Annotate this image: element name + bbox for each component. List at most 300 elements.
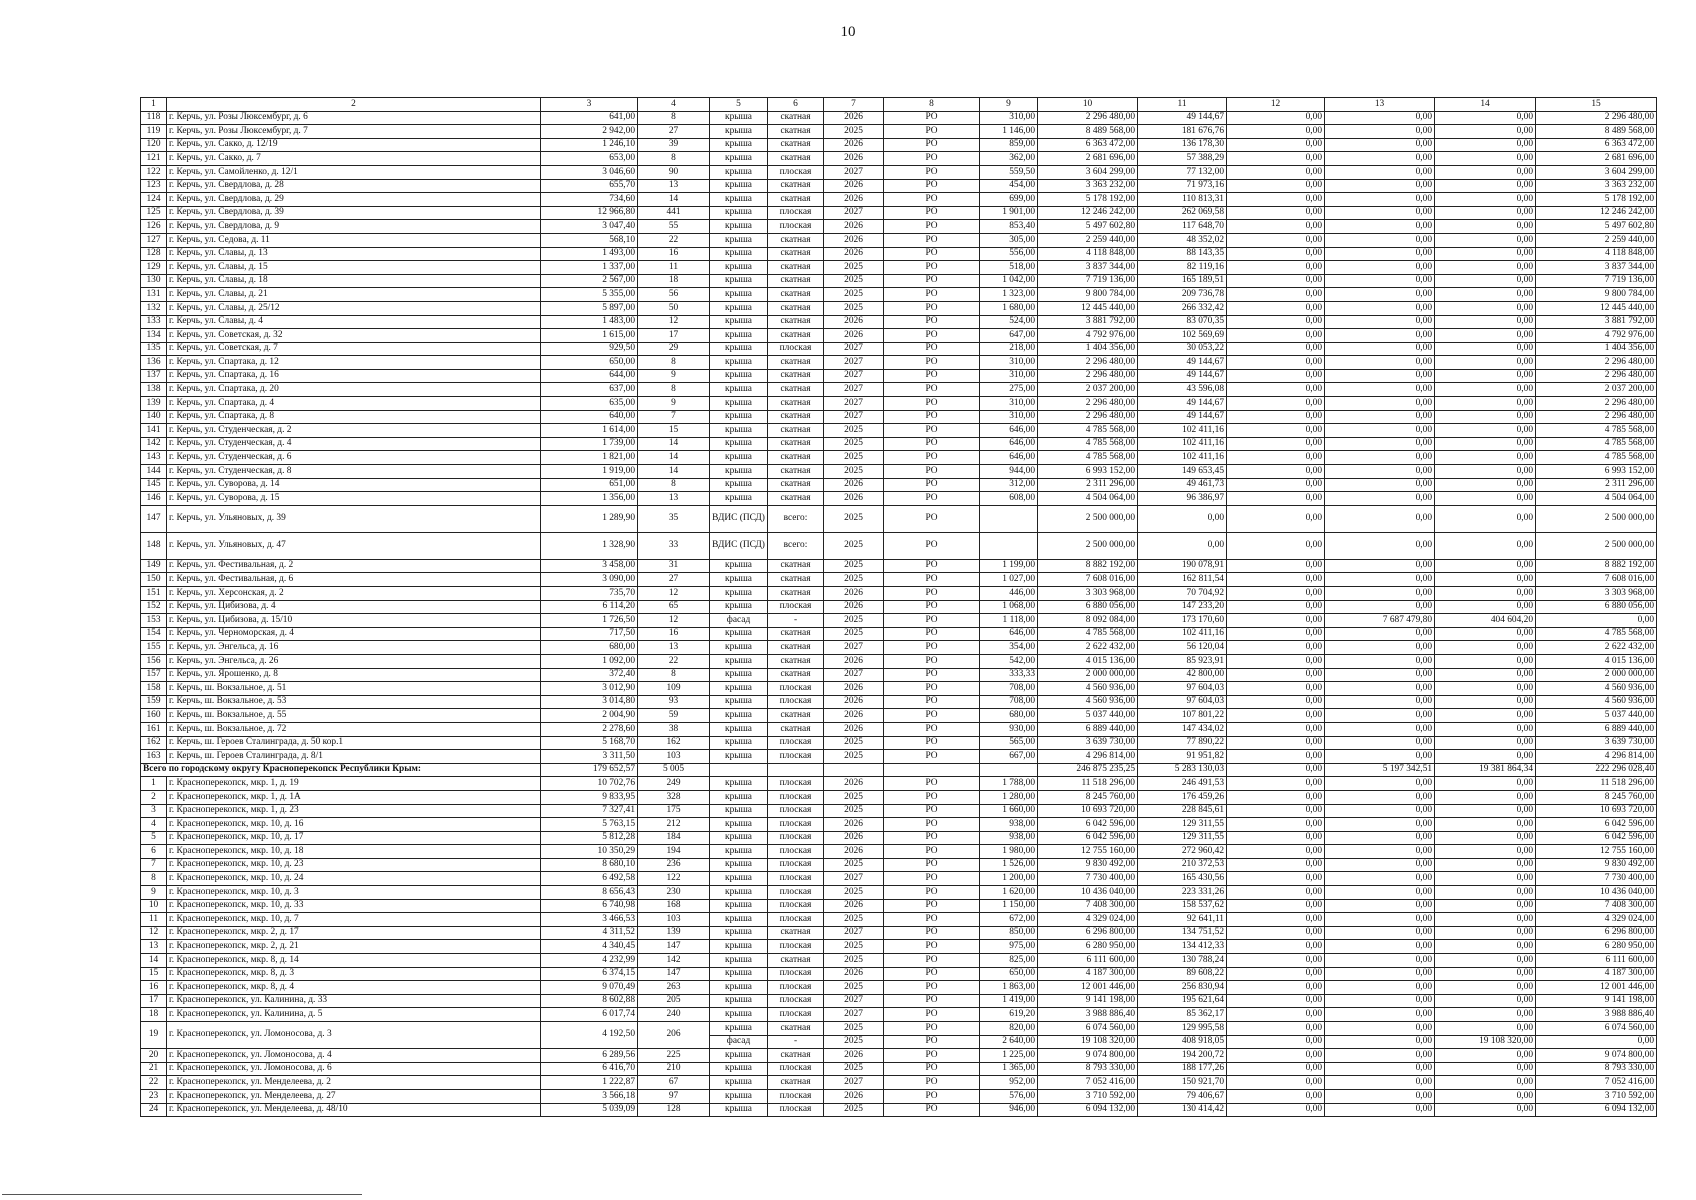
table-cell: плоская [768, 886, 824, 900]
table-cell: РО [884, 722, 980, 736]
table-cell: 144 [141, 465, 167, 479]
table-cell: 0,00 [1227, 954, 1325, 968]
table-cell: 7 [141, 858, 167, 872]
table-cell: 0,00 [1325, 845, 1435, 859]
table-cell: крыша [710, 899, 768, 913]
table-cell: 0,00 [1435, 777, 1536, 791]
table-cell: 0,00 [1227, 383, 1325, 397]
table-row [141, 356, 1657, 370]
table-cell: плоская [768, 967, 824, 981]
table-cell: 0,00 [1325, 233, 1435, 247]
table-cell: крыша [710, 1008, 768, 1022]
table-cell: 195 621,64 [1138, 994, 1227, 1008]
table-cell: скатная [768, 627, 824, 641]
table-cell: г. Красноперекопск, мкр. 10, д. 17 [167, 831, 541, 845]
table-cell: 2 296 480,00 [1536, 369, 1657, 383]
table-cell: 0,00 [1227, 654, 1325, 668]
table-cell: крыша [710, 559, 768, 573]
table-cell: 0,00 [1435, 152, 1536, 166]
table-cell: 0,00 [1227, 505, 1325, 532]
table-cell: 16 [638, 627, 710, 641]
table-cell: 27 [638, 125, 710, 139]
table-cell: 0,00 [1227, 722, 1325, 736]
table-cell: плоская [768, 750, 824, 764]
table-cell: 8 092 084,00 [1038, 614, 1138, 628]
table-cell: 3 303 968,00 [1536, 587, 1657, 601]
table-cell: 249 [638, 777, 710, 791]
table-row [141, 559, 1657, 573]
table-cell: г. Керчь, ул. Фестивальная, д. 2 [167, 559, 541, 573]
table-cell: 3 363 232,00 [1038, 179, 1138, 193]
table-cell: 2026 [824, 600, 884, 614]
table-cell: плоская [768, 736, 824, 750]
table-row [141, 125, 1657, 139]
table-cell: г. Керчь, ул. Свердлова, д. 39 [167, 206, 541, 220]
table-cell: РО [884, 356, 980, 370]
table-cell: 0,00 [1435, 111, 1536, 125]
table-cell: РО [884, 532, 980, 559]
table-cell: 0,00 [1325, 397, 1435, 411]
table-cell: 1 [141, 98, 167, 112]
table-cell: 163 [141, 750, 167, 764]
table-cell: крыша [710, 424, 768, 438]
table-cell: 0,00 [1227, 587, 1325, 601]
table-cell: г. Красноперекопск, ул. Ломоносова, д. 4 [167, 1049, 541, 1063]
table-cell: 4 785 568,00 [1038, 451, 1138, 465]
table-cell: 2027 [824, 206, 884, 220]
table-cell: 699,00 [980, 193, 1038, 207]
table-cell: 0,00 [1227, 777, 1325, 791]
table-cell [980, 532, 1038, 559]
table-cell: г. Красноперекопск, мкр. 1, д. 23 [167, 804, 541, 818]
table-cell: г. Керчь, ул. Ульяновых, д. 47 [167, 532, 541, 559]
table-cell: 4 [638, 98, 710, 112]
table-cell: 42 800,00 [1138, 668, 1227, 682]
table-cell: 181 676,76 [1138, 125, 1227, 139]
table-cell: 2027 [824, 872, 884, 886]
table-cell: 0,00 [1227, 288, 1325, 302]
table-cell: 0,00 [1227, 872, 1325, 886]
table-cell: скатная [768, 329, 824, 343]
table-cell: 5 763,15 [541, 818, 638, 832]
table-cell: г. Керчь, ул. Советская, д. 7 [167, 342, 541, 356]
table-row [141, 165, 1657, 179]
table-cell: 129 995,58 [1138, 1022, 1227, 1036]
table-cell: 14 [638, 465, 710, 479]
table-cell: 6 017,74 [541, 1008, 638, 1022]
table-cell: 7 608 016,00 [1536, 573, 1657, 587]
table-cell: 0,00 [1325, 627, 1435, 641]
table-cell: 49 144,67 [1138, 397, 1227, 411]
table-cell: 8 793 330,00 [1536, 1062, 1657, 1076]
table-cell: 0,00 [1325, 872, 1435, 886]
table-cell: 11 [1138, 98, 1227, 112]
table-cell: крыша [710, 600, 768, 614]
table-cell: плоская [768, 1008, 824, 1022]
table-cell: 650,00 [980, 967, 1038, 981]
table-cell: 97 [638, 1089, 710, 1103]
table-cell: 9 [638, 397, 710, 411]
table-cell: 127 [141, 233, 167, 247]
table-cell: 3 [541, 98, 638, 112]
table-cell: 12 246 242,00 [1038, 206, 1138, 220]
table-cell: 2026 [824, 1089, 884, 1103]
table-cell: 275,00 [980, 383, 1038, 397]
table-row [141, 777, 1657, 791]
table-cell: крыша [710, 193, 768, 207]
table-cell: г. Керчь, ш. Вокзальное, д. 53 [167, 695, 541, 709]
table-cell: 8 793 330,00 [1038, 1062, 1138, 1076]
table-cell: скатная [768, 573, 824, 587]
table-cell: 0,00 [1325, 492, 1435, 506]
table-cell: 2025 [824, 301, 884, 315]
table-cell: 2 640,00 [980, 1035, 1038, 1049]
table-cell: 2026 [824, 152, 884, 166]
table-cell: 0,00 [1435, 587, 1536, 601]
table-cell: 0,00 [1435, 369, 1536, 383]
table-cell: РО [884, 465, 980, 479]
table-cell: РО [884, 1103, 980, 1117]
table-cell: 2026 [824, 478, 884, 492]
table-cell: 13 [141, 940, 167, 954]
table-cell: 1 200,00 [980, 872, 1038, 886]
table-cell: 1 726,50 [541, 614, 638, 628]
table-cell: 5 005 [638, 763, 710, 777]
table-row [141, 804, 1657, 818]
table-cell: 7 719 136,00 [1038, 274, 1138, 288]
table-cell: скатная [768, 111, 824, 125]
table-cell: г. Керчь, ул. Спартака, д. 4 [167, 397, 541, 411]
table-cell: 0,00 [1227, 206, 1325, 220]
table-cell: 1 225,00 [980, 1049, 1038, 1063]
table-cell: 49 144,67 [1138, 369, 1227, 383]
table-cell: 149 653,45 [1138, 465, 1227, 479]
table-cell: 1 199,00 [980, 559, 1038, 573]
footer-rule [2, 1194, 362, 1195]
table-cell: г. Керчь, ул. Самойленко, д. 12/1 [167, 165, 541, 179]
table-cell: 2026 [824, 587, 884, 601]
table-cell: 2027 [824, 926, 884, 940]
table-cell: 147 233,20 [1138, 600, 1227, 614]
table-cell: 165 189,51 [1138, 274, 1227, 288]
table-row [141, 410, 1657, 424]
table-cell: 124 [141, 193, 167, 207]
table-cell: РО [884, 424, 980, 438]
table-cell: 0,00 [1435, 981, 1536, 995]
table-cell: 4 785 568,00 [1536, 627, 1657, 641]
table-cell: РО [884, 410, 980, 424]
table-row [141, 301, 1657, 315]
table-cell: 2 622 432,00 [1536, 641, 1657, 655]
table-cell: 6 492,58 [541, 872, 638, 886]
table-cell: 646,00 [980, 437, 1038, 451]
table-cell: 14 [638, 193, 710, 207]
table-cell: крыша [710, 695, 768, 709]
table-cell: 70 704,92 [1138, 587, 1227, 601]
table-cell: 109 [638, 682, 710, 696]
table-cell: 0,00 [1325, 125, 1435, 139]
table-cell: 23 [141, 1089, 167, 1103]
table-cell: 0,00 [1227, 559, 1325, 573]
table-cell: 2025 [824, 559, 884, 573]
table-cell: 256 830,94 [1138, 981, 1227, 995]
table-cell: 12 [638, 315, 710, 329]
table-cell: плоская [768, 981, 824, 995]
table-cell: 850,00 [980, 926, 1038, 940]
table-cell: крыша [710, 1049, 768, 1063]
table-cell: скатная [768, 437, 824, 451]
table-cell: г. Керчь, ул. Славы, д. 25/12 [167, 301, 541, 315]
table-cell: 12 445 440,00 [1536, 301, 1657, 315]
table-cell: 176 459,26 [1138, 790, 1227, 804]
table-cell: 0,00 [1325, 886, 1435, 900]
table-cell: г. Красноперекопск, ул. Калинина, д. 33 [167, 994, 541, 1008]
table-cell: 734,60 [541, 193, 638, 207]
table-cell: 6 042 596,00 [1038, 818, 1138, 832]
table-cell: 5 897,00 [541, 301, 638, 315]
table-cell: 122 [141, 165, 167, 179]
table-cell: 158 537,62 [1138, 899, 1227, 913]
table-cell: 0,00 [1325, 329, 1435, 343]
table-cell: 121 [141, 152, 167, 166]
table-cell [710, 763, 768, 777]
table-cell: РО [884, 1035, 980, 1049]
table-cell: 0,00 [1435, 288, 1536, 302]
table-cell: 6 111 600,00 [1536, 954, 1657, 968]
table-row [141, 722, 1657, 736]
table-cell: 0,00 [1227, 695, 1325, 709]
table-row [141, 342, 1657, 356]
table-cell: 0,00 [1227, 1062, 1325, 1076]
table-cell: 408 918,05 [1138, 1035, 1227, 1049]
table-cell: 0,00 [1325, 1103, 1435, 1117]
table-cell: 608,00 [980, 492, 1038, 506]
table-cell: РО [884, 179, 980, 193]
table-cell: 0,00 [1227, 465, 1325, 479]
table-cell: 354,00 [980, 641, 1038, 655]
table-cell: 0,00 [1435, 410, 1536, 424]
table-cell: 0,00 [1325, 505, 1435, 532]
table-cell: 8 [884, 98, 980, 112]
table-cell: крыша [710, 247, 768, 261]
table-cell: 102 411,16 [1138, 437, 1227, 451]
table-row [141, 465, 1657, 479]
table-cell: 0,00 [1325, 261, 1435, 275]
table-cell: 3 639 730,00 [1536, 736, 1657, 750]
table-cell: 4 560 936,00 [1536, 682, 1657, 696]
table-cell: 0,00 [1325, 736, 1435, 750]
table-cell: 0,00 [1435, 858, 1536, 872]
table-cell: 7 052 416,00 [1536, 1076, 1657, 1090]
table-cell: 0,00 [1227, 179, 1325, 193]
table-cell: скатная [768, 193, 824, 207]
table-cell: 938,00 [980, 818, 1038, 832]
table-cell: 0,00 [1435, 804, 1536, 818]
table-cell: 9 [980, 98, 1038, 112]
table-cell: 228 845,61 [1138, 804, 1227, 818]
table-cell: 0,00 [1325, 587, 1435, 601]
table-cell: 0,00 [1435, 451, 1536, 465]
table-cell: 1 660,00 [980, 804, 1038, 818]
table-cell: 142 [141, 437, 167, 451]
table-cell: 209 736,78 [1138, 288, 1227, 302]
table-cell: 6 296 800,00 [1536, 926, 1657, 940]
table-cell: 2026 [824, 818, 884, 832]
table-cell: 680,00 [541, 641, 638, 655]
table-cell: 6 740,98 [541, 899, 638, 913]
table-cell: 2027 [824, 994, 884, 1008]
table-cell: 12 246 242,00 [1536, 206, 1657, 220]
table-cell: 0,00 [1227, 138, 1325, 152]
table-cell: 5 168,70 [541, 736, 638, 750]
table-row [141, 1076, 1657, 1090]
table-cell: 1 863,00 [980, 981, 1038, 995]
table-cell: РО [884, 559, 980, 573]
table-cell: 0,00 [1536, 614, 1657, 628]
table-cell: 131 [141, 288, 167, 302]
table-cell: 16 [141, 981, 167, 995]
table-cell: г. Керчь, ул. Славы, д. 15 [167, 261, 541, 275]
table-cell: г. Керчь, ул. Студенческая, д. 8 [167, 465, 541, 479]
table-cell: 2025 [824, 532, 884, 559]
table-cell: 6 280 950,00 [1038, 940, 1138, 954]
table-cell: 0,00 [1325, 913, 1435, 927]
table-cell: 0,00 [1227, 437, 1325, 451]
table-cell: 6 114,20 [541, 600, 638, 614]
table-row [141, 206, 1657, 220]
table-row [141, 397, 1657, 411]
table-cell: 2025 [824, 1035, 884, 1049]
table-cell: г. Керчь, ул. Розы Люксембург, д. 6 [167, 111, 541, 125]
table-cell: 1 323,00 [980, 288, 1038, 302]
table-cell: крыша [710, 1103, 768, 1117]
table-cell: г. Керчь, ул. Черноморская, д. 4 [167, 627, 541, 641]
table-cell: 0,00 [1227, 818, 1325, 832]
table-cell: 0,00 [1435, 329, 1536, 343]
table-cell: 96 386,97 [1138, 492, 1227, 506]
table-cell: 0,00 [1227, 736, 1325, 750]
table-cell: 2025 [824, 288, 884, 302]
table-cell: 2026 [824, 247, 884, 261]
table-cell: 672,00 [980, 913, 1038, 927]
table-cell: 4 504 064,00 [1536, 492, 1657, 506]
table-cell: 1 404 356,00 [1536, 342, 1657, 356]
table-cell: 147 434,02 [1138, 722, 1227, 736]
table-cell: 0,00 [1325, 288, 1435, 302]
table-cell: 14 [638, 451, 710, 465]
table-cell: РО [884, 709, 980, 723]
table-cell: 6 094 132,00 [1536, 1103, 1657, 1117]
table-cell: г. Красноперекопск, мкр. 10, д. 3 [167, 886, 541, 900]
table-cell: плоская [768, 845, 824, 859]
table-cell: 130 [141, 274, 167, 288]
table-row [141, 424, 1657, 438]
table-cell: 0,00 [1325, 790, 1435, 804]
table-cell: 0,00 [1227, 1008, 1325, 1022]
table-cell: 8 [638, 356, 710, 370]
table-cell: РО [884, 845, 980, 859]
table-cell: 160 [141, 709, 167, 723]
table-cell: 4 785 568,00 [1536, 451, 1657, 465]
table-cell: 0,00 [1227, 845, 1325, 859]
table-cell: крыша [710, 465, 768, 479]
table-cell: 2 296 480,00 [1536, 410, 1657, 424]
table-cell: 1 493,00 [541, 247, 638, 261]
table-cell: 0,00 [1325, 804, 1435, 818]
table-cell: скатная [768, 233, 824, 247]
table-cell: 952,00 [980, 1076, 1038, 1090]
table-cell: 12 [638, 614, 710, 628]
table-cell: скатная [768, 179, 824, 193]
table-cell: 136 [141, 356, 167, 370]
table-cell: 0,00 [1325, 465, 1435, 479]
table-cell: 0,00 [1435, 1089, 1536, 1103]
table-cell: РО [884, 750, 980, 764]
table-row [141, 736, 1657, 750]
table-cell: 2025 [824, 1022, 884, 1036]
table-cell: РО [884, 329, 980, 343]
table-cell: 19 [141, 1022, 167, 1049]
table-cell: 134 412,33 [1138, 940, 1227, 954]
table-cell: 2025 [824, 505, 884, 532]
table-cell: 12 755 160,00 [1536, 845, 1657, 859]
table-cell: крыша [710, 1076, 768, 1090]
table-cell: 0,00 [1435, 247, 1536, 261]
table-row [141, 437, 1657, 451]
table-cell: 3 012,90 [541, 682, 638, 696]
table-cell: 9 833,95 [541, 790, 638, 804]
table-cell: 1 289,90 [541, 505, 638, 532]
table-cell: 6 111 600,00 [1038, 954, 1138, 968]
table-cell: скатная [768, 926, 824, 940]
table-cell: ВДИС (ПСД) [710, 532, 768, 559]
table-cell: 82 119,16 [1138, 261, 1227, 275]
table-cell: г. Красноперекопск, мкр. 2, д. 21 [167, 940, 541, 954]
table-cell: 0,00 [1227, 532, 1325, 559]
table-cell: 240 [638, 1008, 710, 1022]
district-total-row [141, 763, 1657, 777]
table-cell: 0,00 [1435, 301, 1536, 315]
table-cell: 4 785 568,00 [1536, 437, 1657, 451]
table-cell: 0,00 [1325, 926, 1435, 940]
table-cell: скатная [768, 654, 824, 668]
table-cell: 0,00 [1227, 994, 1325, 1008]
table-cell: 12 [141, 926, 167, 940]
table-cell: плоская [768, 220, 824, 234]
table-row [141, 682, 1657, 696]
table-cell: 310,00 [980, 397, 1038, 411]
table-cell: 0,00 [1435, 573, 1536, 587]
table-cell: 2 259 440,00 [1536, 233, 1657, 247]
table-cell: 0,00 [1435, 1008, 1536, 1022]
table-cell: г. Керчь, ул. Славы, д. 21 [167, 288, 541, 302]
table-cell: 0,00 [1435, 682, 1536, 696]
table-cell: 3 363 232,00 [1536, 179, 1657, 193]
table-cell: скатная [768, 954, 824, 968]
table-cell: 2 296 480,00 [1536, 111, 1657, 125]
table-cell: 67 [638, 1076, 710, 1090]
table-cell: 0,00 [1435, 790, 1536, 804]
table-cell: 4 340,45 [541, 940, 638, 954]
table-cell: 141 [141, 424, 167, 438]
table-cell: 21 [141, 1062, 167, 1076]
table-cell: РО [884, 967, 980, 981]
table-cell: 0,00 [1227, 1049, 1325, 1063]
table-cell: крыша [710, 981, 768, 995]
table-cell: РО [884, 1008, 980, 1022]
table-cell: 129 311,55 [1138, 818, 1227, 832]
table-cell: 310,00 [980, 111, 1038, 125]
